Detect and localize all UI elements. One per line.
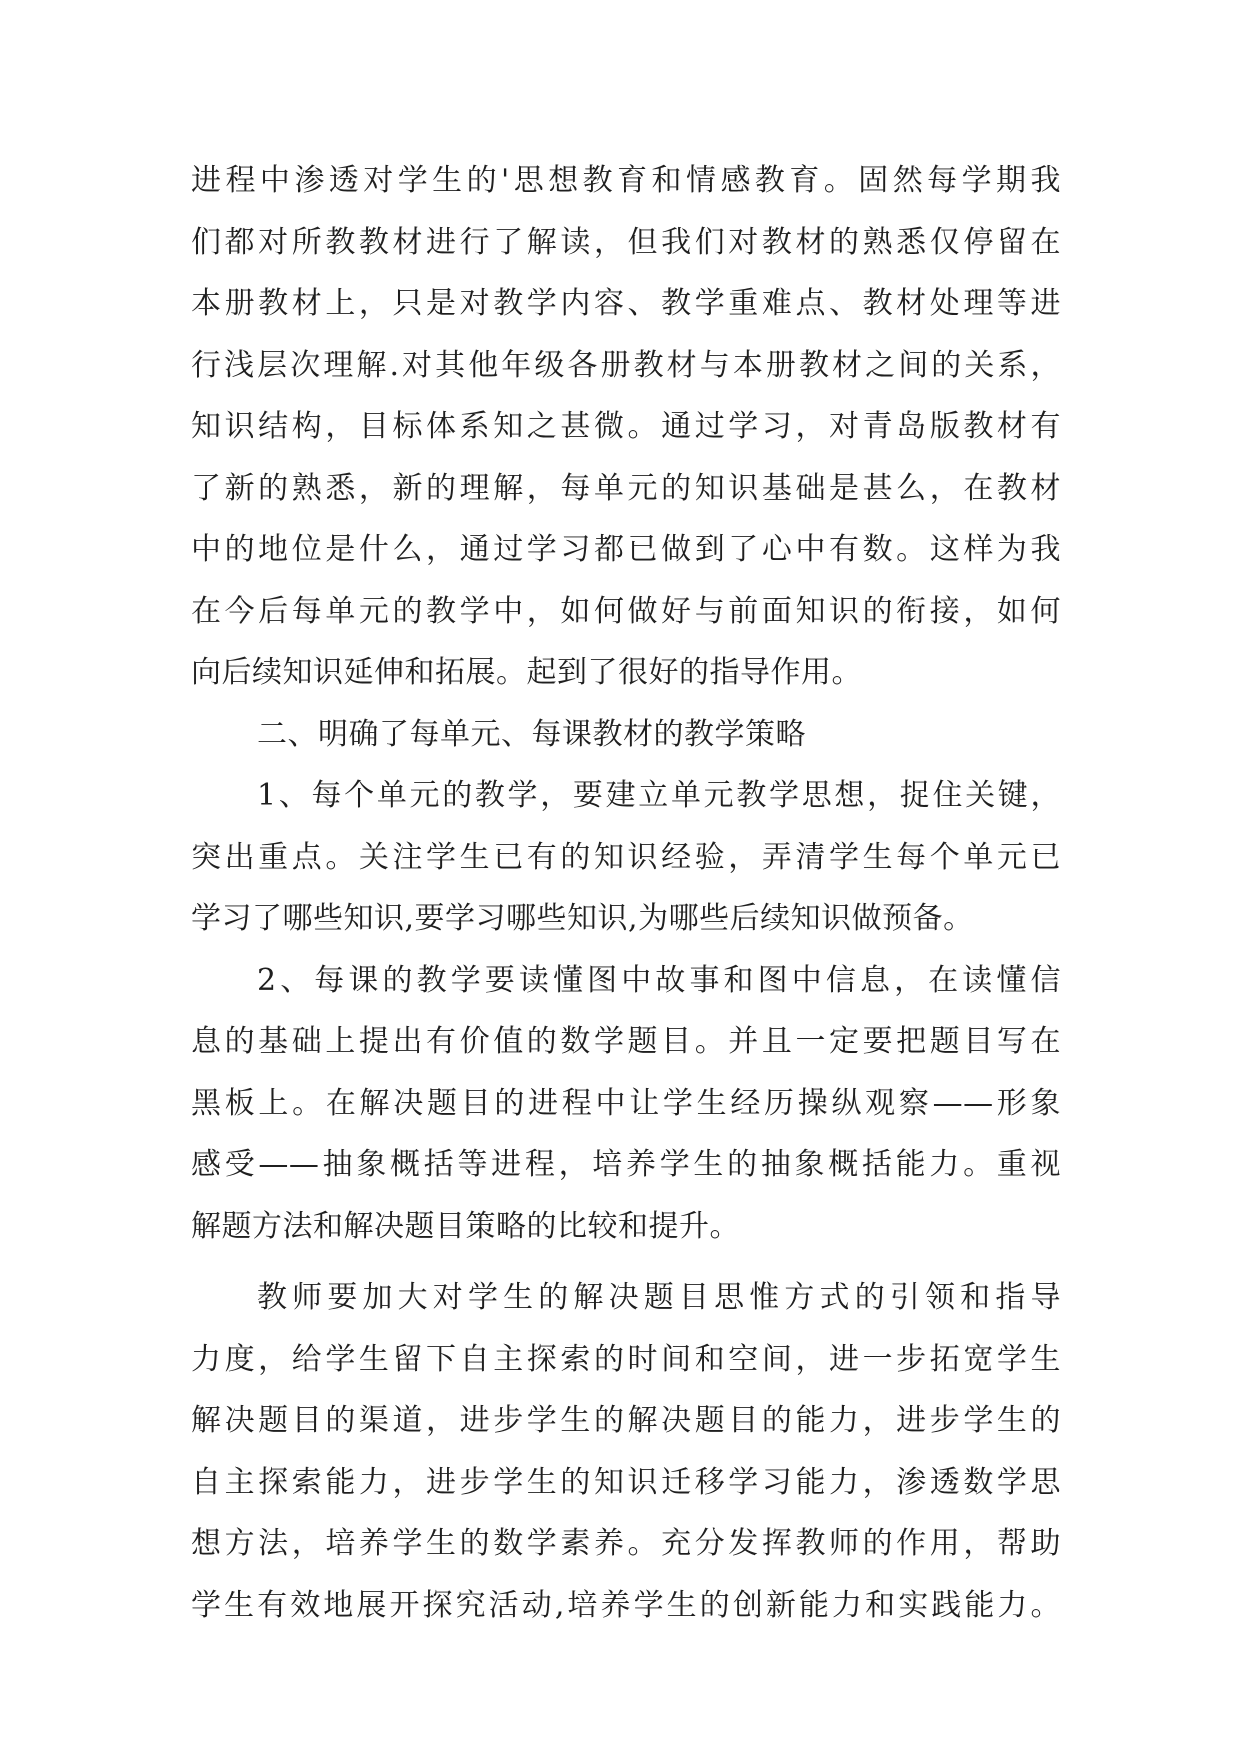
text-line: 教师要加大对学生的解决题目思惟方式的引领和指导 — [257, 1280, 1061, 1315]
text-line: 感受——抽象概括等进程，培养学生的抽象概括能力。重视 — [191, 1147, 1061, 1182]
text-line: 解决题目的渠道，进步学生的解决题目的能力，进步学生的 — [191, 1403, 1061, 1438]
text-line: 中的地位是什么，通过学习都已做到了心中有数。这样为我 — [191, 532, 1061, 567]
paragraph-gap — [191, 1257, 1061, 1267]
text-line: 行浅层次理解.对其他年级各册教材与本册教材之间的关系， — [191, 347, 1061, 383]
text-line: 自主探索能力，进步学生的知识迁移学习能力，渗透数学思 — [191, 1464, 1061, 1500]
paragraph-2 — [191, 765, 1061, 950]
text-line: 知识结构，目标体系知之甚微。通过学习，对青岛版教材有 — [191, 409, 1061, 444]
text-line: 黑板上。在解决题目的进程中让学生经历操纵观察——形象 — [191, 1085, 1061, 1121]
text-line: 进程中渗透对学生的'思想教育和情感教育。固然每学期我 — [191, 163, 1061, 198]
paragraph-4 — [191, 1267, 1061, 1636]
text-line: 学习了哪些知识,要学习哪些知识,为哪些后续知识做预备。 — [191, 901, 974, 936]
paragraph-1 — [191, 150, 1061, 704]
text-line: 们都对所教教材进行了解读，但我们对教材的熟悉仅停留在 — [191, 224, 1061, 260]
section-heading — [191, 704, 1061, 766]
text-line: 1、每个单元的教学，要建立单元教学思想，捉住关键， — [257, 778, 1061, 813]
text-line: 向后续知识延伸和拓展。起到了很好的指导作用。 — [191, 655, 862, 690]
document-body — [191, 150, 1061, 1636]
text-line: 在今后每单元的教学中，如何做好与前面知识的衔接，如何 — [191, 593, 1061, 629]
text-line: 想方法，培养学生的数学素养。充分发挥教师的作用，帮助 — [191, 1526, 1061, 1561]
text-line: 息的基础上提出有价值的数学题目。并且一定要把题目写在 — [191, 1024, 1061, 1059]
heading-text: 二、明确了每单元、每课教材的教学策略 — [257, 716, 806, 752]
text-line: 力度，给学生留下自主探索的时间和空间，进一步拓宽学生 — [191, 1341, 1061, 1377]
text-line: 突出重点。关注学生已有的知识经验，弄清学生每个单元已 — [191, 839, 1061, 875]
text-line: 2、每课的教学要读懂图中故事和图中信息，在读懂信 — [257, 962, 1061, 998]
text-line: 了新的熟悉，新的理解，每单元的知识基础是甚么，在教材 — [191, 470, 1061, 506]
text-line: 解题方法和解决题目策略的比较和提升。 — [191, 1208, 740, 1244]
text-line: 本册教材上，只是对教学内容、教学重难点、教材处理等进 — [191, 286, 1061, 321]
paragraph-3 — [191, 950, 1061, 1258]
text-line: 学生有效地展开探究活动,培养学生的创新能力和实践能力。 — [191, 1587, 1061, 1623]
